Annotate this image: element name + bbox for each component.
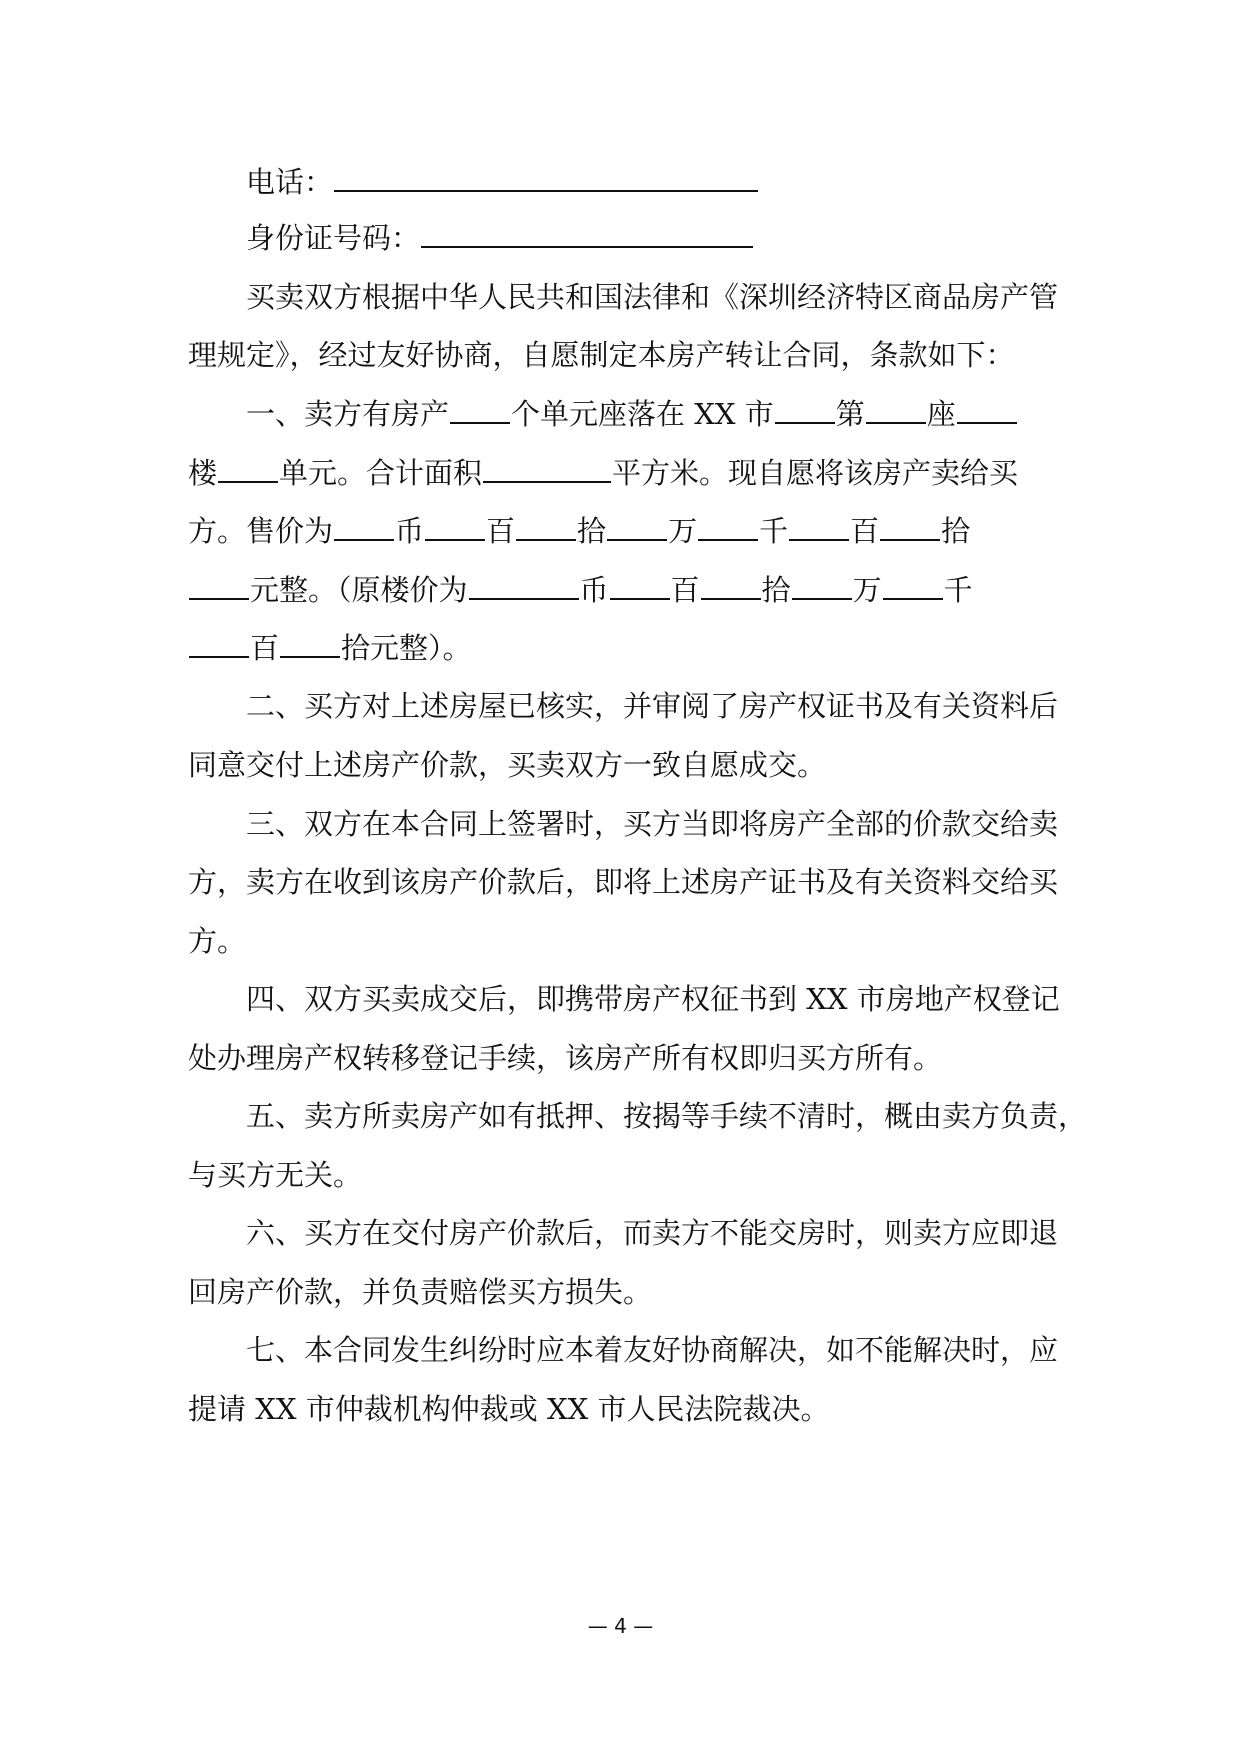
price-blank[interactable] bbox=[607, 513, 667, 541]
clause4-text: 四、双方买卖成交后，即携带房产权征书到 XX 市房地产权登记 bbox=[246, 982, 1060, 1016]
price-blank[interactable] bbox=[516, 513, 576, 541]
district-blank[interactable] bbox=[775, 396, 835, 424]
clause5-line-2 bbox=[0, 1155, 1241, 1195]
clause1-text: 单元。合计面积 bbox=[279, 456, 483, 490]
clause1-text: 方。售价为 bbox=[188, 514, 334, 548]
id-label: 身份证号码： bbox=[246, 221, 421, 255]
clause4-text: 处办理房产权转移登记手续，该房产所有权即归买方所有。 bbox=[188, 1041, 943, 1075]
price-blank[interactable] bbox=[880, 513, 940, 541]
clause3-text: 方。 bbox=[188, 924, 247, 958]
clause6-line-2 bbox=[0, 1272, 1241, 1312]
clause4-line-1 bbox=[0, 979, 1241, 1019]
clause1-text: 币 bbox=[579, 573, 609, 607]
id-blank[interactable] bbox=[421, 220, 753, 248]
price-blank[interactable] bbox=[189, 572, 249, 600]
block-blank[interactable] bbox=[866, 396, 926, 424]
floor-blank[interactable] bbox=[957, 396, 1017, 424]
preamble-text-1: 买卖双方根据中华人民共和国法律和《深圳经济特区商品房产管 bbox=[246, 280, 1059, 314]
clause7-line-2 bbox=[0, 1389, 1241, 1429]
preamble-line-1 bbox=[0, 277, 1241, 317]
clause1-text: 千 bbox=[759, 514, 789, 548]
clause1-text: 元整。（原楼价为 bbox=[250, 573, 468, 607]
clause1-text: 拾 bbox=[761, 573, 791, 607]
price-blank[interactable] bbox=[698, 513, 758, 541]
clause2-text: 二、买方对上述房屋已核实，并审阅了房产权证书及有关资料后 bbox=[246, 689, 1059, 723]
preamble-text-2: 理规定》，经过友好协商，自愿制定本房产转让合同，条款如下： bbox=[188, 338, 1015, 372]
clause7-text: 七、本合同发生纠纷时应本着友好协商解决，如不能解决时，应 bbox=[246, 1333, 1059, 1367]
clause1-text: 座 bbox=[926, 397, 956, 431]
phone-line bbox=[0, 162, 1241, 202]
original-price-blank[interactable] bbox=[701, 572, 761, 600]
clause1-line-3 bbox=[0, 511, 1241, 551]
currency-blank[interactable] bbox=[334, 513, 394, 541]
clause7-text: 提请 XX 市仲裁机构仲裁或 XX 市人民法院裁决。 bbox=[188, 1392, 830, 1426]
clause1-text: 拾 bbox=[577, 514, 607, 548]
price-blank[interactable] bbox=[789, 513, 849, 541]
clause4-line-2 bbox=[0, 1038, 1241, 1078]
preamble-line-2 bbox=[0, 335, 1241, 375]
clause3-text: 三、双方在本合同上签署时，买方当即将房产全部的价款交给卖 bbox=[246, 807, 1059, 841]
clause1-line-5 bbox=[0, 628, 1241, 668]
clause3-line-2 bbox=[0, 862, 1241, 902]
clause2-line-2 bbox=[0, 745, 1241, 785]
clause1-text: 千 bbox=[943, 573, 973, 607]
clause1-text: 平方米。现自愿将该房产卖给买 bbox=[612, 456, 1019, 490]
clause5-text: 与买方无关。 bbox=[188, 1158, 363, 1192]
clause3-line-3 bbox=[0, 921, 1241, 961]
original-price-blank[interactable] bbox=[792, 572, 852, 600]
original-price-blank[interactable] bbox=[883, 572, 943, 600]
clause1-text: 个单元座落在 XX 市 bbox=[511, 397, 774, 431]
clause6-text: 六、买方在交付房产价款后，而卖方不能交房时，则卖方应即退 bbox=[246, 1216, 1059, 1250]
clause2-text: 同意交付上述房产价款，买卖双方一致自愿成交。 bbox=[188, 748, 827, 782]
original-price-blank[interactable] bbox=[189, 630, 249, 658]
clause1-text: 万 bbox=[668, 514, 698, 548]
clause1-text: 第 bbox=[835, 397, 865, 431]
clause1-text: 百 bbox=[850, 514, 880, 548]
area-blank[interactable] bbox=[483, 455, 611, 483]
original-currency-blank[interactable] bbox=[469, 572, 579, 600]
clause1-line-4 bbox=[0, 570, 1241, 610]
id-line bbox=[0, 218, 1241, 258]
clause1-text: 百 bbox=[486, 514, 516, 548]
clause1-text: 百 bbox=[250, 631, 280, 665]
original-price-blank[interactable] bbox=[610, 572, 670, 600]
clause5-text: 五、卖方所卖房产如有抵押、按揭等手续不清时，概由卖方负责， bbox=[246, 1099, 1088, 1133]
clause6-text: 回房产价款，并负责赔偿买方损失。 bbox=[188, 1275, 653, 1309]
clause1-text: 万 bbox=[852, 573, 882, 607]
phone-label: 电话： bbox=[246, 165, 334, 199]
clause1-line-2 bbox=[0, 453, 1241, 493]
price-blank[interactable] bbox=[425, 513, 485, 541]
clause1-text: 拾元整）。 bbox=[341, 631, 472, 665]
unit-count-blank[interactable] bbox=[450, 396, 510, 424]
clause2-line-1 bbox=[0, 686, 1241, 726]
unit-blank[interactable] bbox=[218, 455, 278, 483]
clause3-text: 方，卖方在收到该房产价款后，即将上述房产证书及有关资料交给买 bbox=[188, 865, 1059, 899]
clause6-line-1 bbox=[0, 1213, 1241, 1253]
clause1-text: 百 bbox=[670, 573, 700, 607]
clause1-text: 楼 bbox=[188, 456, 218, 490]
phone-blank[interactable] bbox=[334, 164, 758, 192]
clause1-text: 币 bbox=[395, 514, 425, 548]
clause7-line-1 bbox=[0, 1330, 1241, 1370]
clause1-text: 拾 bbox=[941, 514, 971, 548]
clause3-line-1 bbox=[0, 804, 1241, 844]
clause5-line-1 bbox=[0, 1096, 1241, 1136]
page-number: — 4 — bbox=[587, 1614, 654, 1638]
original-price-blank[interactable] bbox=[280, 630, 340, 658]
clause1-text: 一、卖方有房产 bbox=[246, 397, 450, 431]
clause1-line-1 bbox=[0, 394, 1241, 434]
